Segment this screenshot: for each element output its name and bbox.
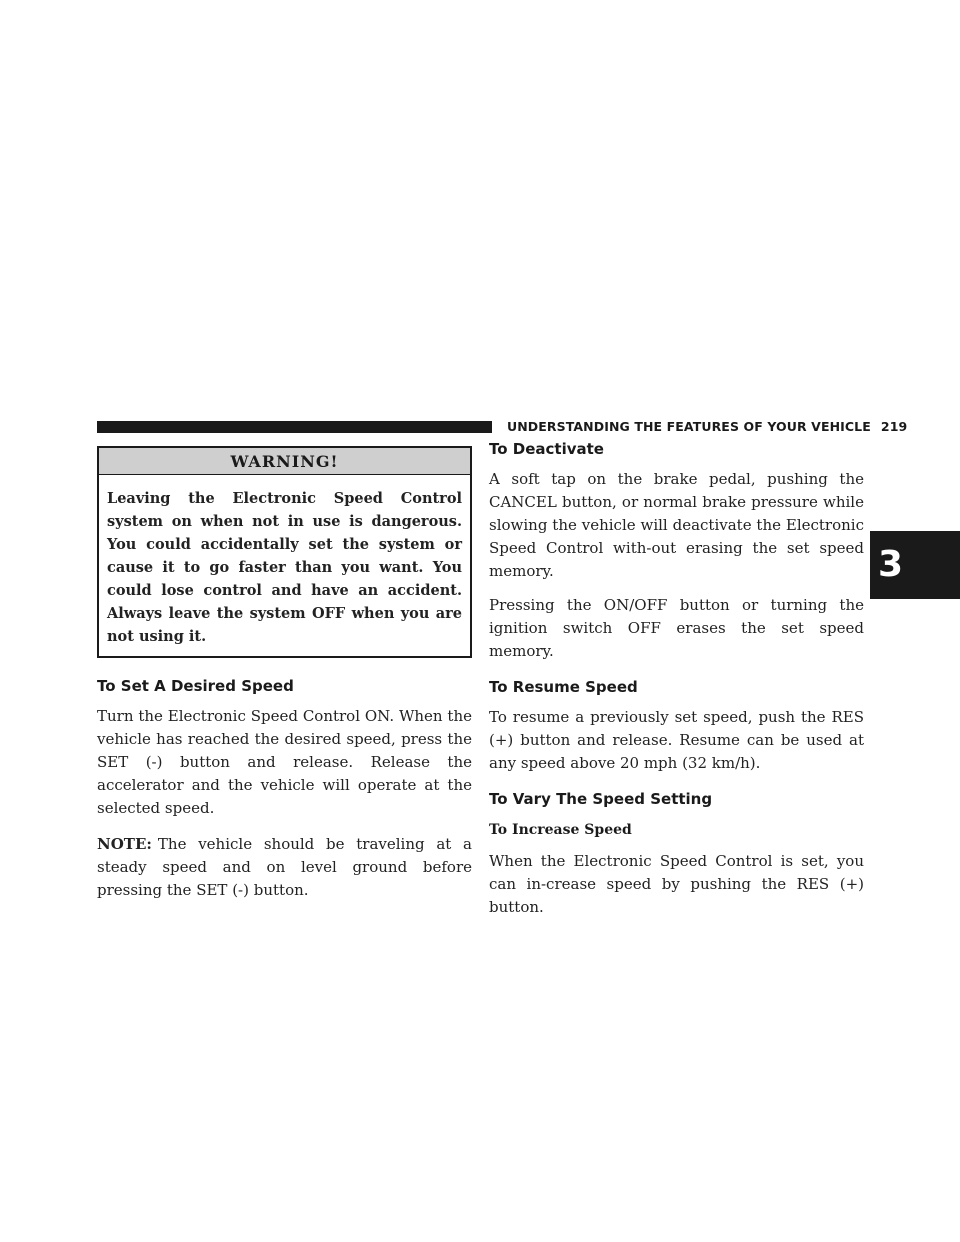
heading-deactivate: To Deactivate [489,440,604,458]
chapter-tab: 3 [870,531,960,599]
running-head-title: UNDERSTANDING THE FEATURES OF YOUR VEHICLE [507,419,871,434]
running-head [507,419,907,435]
heading-resume-speed: To Resume Speed [489,678,638,696]
left-column [97,446,472,902]
note-label: NOTE: [97,835,152,853]
warning-text: Leaving the Electronic Speed Control system on when not in use is dangerous. You could accidentally set the system or cause it to go faster than you want. You could lose control and have an accident. Always leave the system OFF when you are not using it. [107,490,462,645]
header-rule [97,421,492,433]
resume-paragraph: To resume a previously set speed, push the RES (+) button and release. Resume can be used at any speed above 20 mph (32 km/h). [489,708,864,772]
subheading-increase-speed: To Increase Speed [489,822,632,838]
deactivate-paragraph-2: Pressing the ON/OFF button or turning the ignition switch OFF erases the set speed memory. [489,596,864,660]
deactivate-paragraph-1: A soft tap on the brake pedal, pushing the CANCEL button, or normal brake pressure while slowing the vehicle will deactivate the Electronic Speed Control with-out erasing the set speed memory. [489,470,864,580]
warning-title: WARNING! [99,448,470,475]
set-speed-paragraph: Turn the Electronic Speed Control ON. When the vehicle has reached the desired speed, press the SET (-) button and release. Release the accelerator and the vehicle will operate at the selected speed. [97,707,472,817]
set-speed-note [97,833,472,902]
note-text: The vehicle should be traveling at a steady speed and on level ground before pressing the SET (-) button. [97,835,472,899]
increase-speed-paragraph: When the Electronic Speed Control is set, you can in-crease speed by pushing the RES (+) button. [489,852,864,916]
right-column [489,440,864,919]
page-number: 219 [880,419,908,434]
heading-set-desired-speed: To Set A Desired Speed [97,677,294,695]
warning-box [97,446,472,658]
heading-vary-speed: To Vary The Speed Setting [489,790,713,808]
